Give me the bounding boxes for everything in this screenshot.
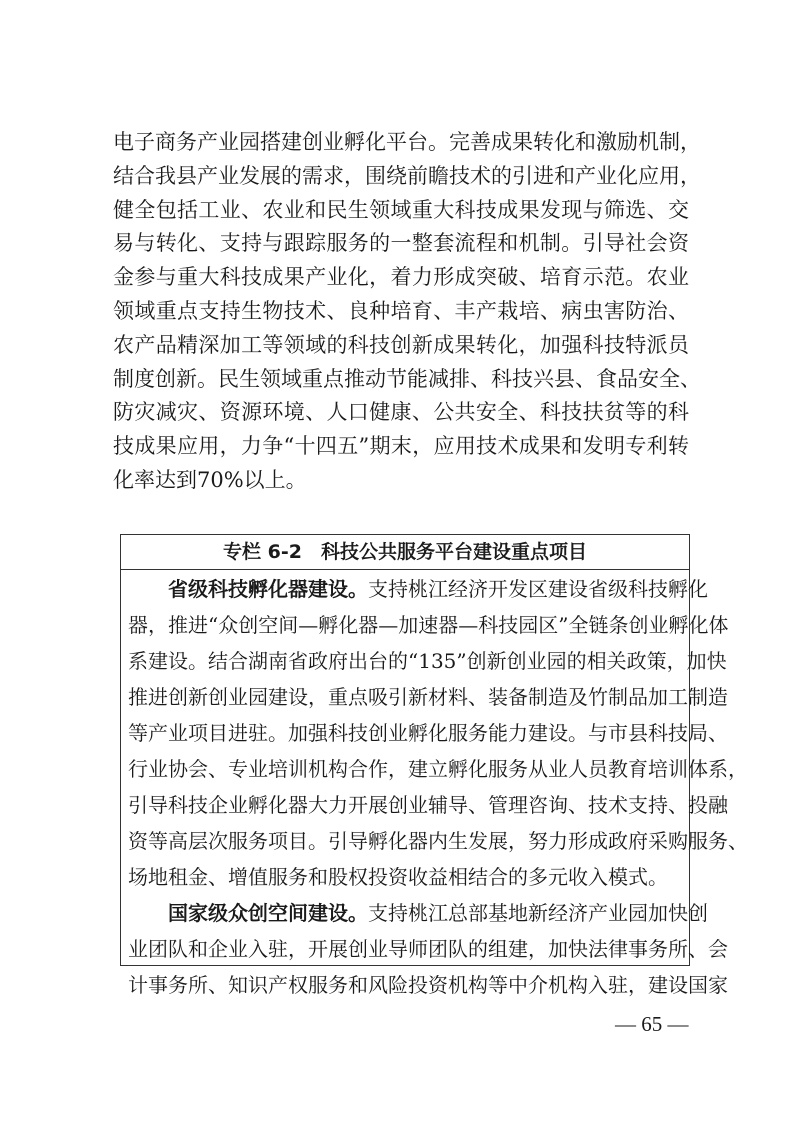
text-line: 场地租金、增值服务和股权投资收益相结合的多元收入模式。 xyxy=(128,865,668,889)
text-line: 引导科技企业孵化器大力开展创业辅导、管理咨询、技术支持、投融 xyxy=(128,793,728,817)
text-line: 等产业项目进驻。加强科技创业孵化服务能力建设。与市县科技局、 xyxy=(128,721,728,745)
text-line: 推进创新创业园建设，重点吸引新材料、装备制造及竹制品加工制造 xyxy=(128,685,728,709)
text-line: 金参与重大科技成果产业化，着力形成突破、培育示范。农业 xyxy=(113,265,689,290)
text-line: 业团队和企业入驻，开展创业导师团队的组建，加快法律事务所、会 xyxy=(128,937,728,961)
text-line-content: 支持桃江总部基地新经济产业园加快创 xyxy=(368,901,708,925)
text-line: 电子商务产业园搭建创业孵化平台。完善成果转化和激励机制， xyxy=(113,130,701,154)
box-body xyxy=(121,570,748,1003)
text-line: 化率达到70%以上。 xyxy=(113,467,307,492)
sidebar-box xyxy=(120,534,748,997)
text-line: 健全包括工业、农业和民生领域重大科技成果发现与筛选、交 xyxy=(113,197,689,222)
text-line: 结合我县产业发展的需求，围绕前瞻技术的引进和产业化应用， xyxy=(113,163,701,188)
text-line: 系建设。结合湖南省政府出台的“135”创新创业园的相关政策，加快 xyxy=(128,649,727,673)
item-heading: 省级科技孵化器建设。 xyxy=(168,577,368,601)
body-paragraph xyxy=(113,126,701,498)
text-line: 计事务所、知识产权服务和风险投资机构等中介机构入驻，建设国家 xyxy=(128,973,728,997)
text-line: 防灾减灾、资源环境、人口健康、公共安全、科技扶贫等的科 xyxy=(113,400,689,425)
text-line xyxy=(128,895,708,931)
item-heading: 国家级众创空间建设。 xyxy=(168,901,368,925)
text-line: 领域重点支持生物技术、良种培育、丰产栽培、病虫害防治、 xyxy=(113,298,689,323)
page-number: — 65 — xyxy=(615,1012,689,1036)
text-line: 行业协会、专业培训机构合作，建立孵化服务从业人员教育培训体系， xyxy=(128,757,748,781)
text-line: 农产品精深加工等领域的科技创新成果转化，加强科技特派员 xyxy=(113,332,689,357)
text-line: 制度创新。民生领域重点推动节能减排、科技兴县、食品安全、 xyxy=(113,366,701,391)
text-line: 资等高层次服务项目。引导孵化器内生发展，努力形成政府采购服务、 xyxy=(128,829,748,853)
text-line: 器，推进“众创空间—孵化器—加速器—科技园区”全链条创业孵化体 xyxy=(128,613,729,637)
text-line-content: 支持桃江经济开发区建设省级科技孵化 xyxy=(368,577,708,601)
text-line: 技成果应用，力争“十四五”期末，应用技术成果和发明专利转 xyxy=(113,434,689,459)
text-line xyxy=(128,571,708,607)
text-line: 易与转化、支持与跟踪服务的一整套流程和机制。引导社会资 xyxy=(113,231,689,256)
box-title: 专栏 6-2 科技公共服务平台建设重点项目 xyxy=(121,535,689,570)
